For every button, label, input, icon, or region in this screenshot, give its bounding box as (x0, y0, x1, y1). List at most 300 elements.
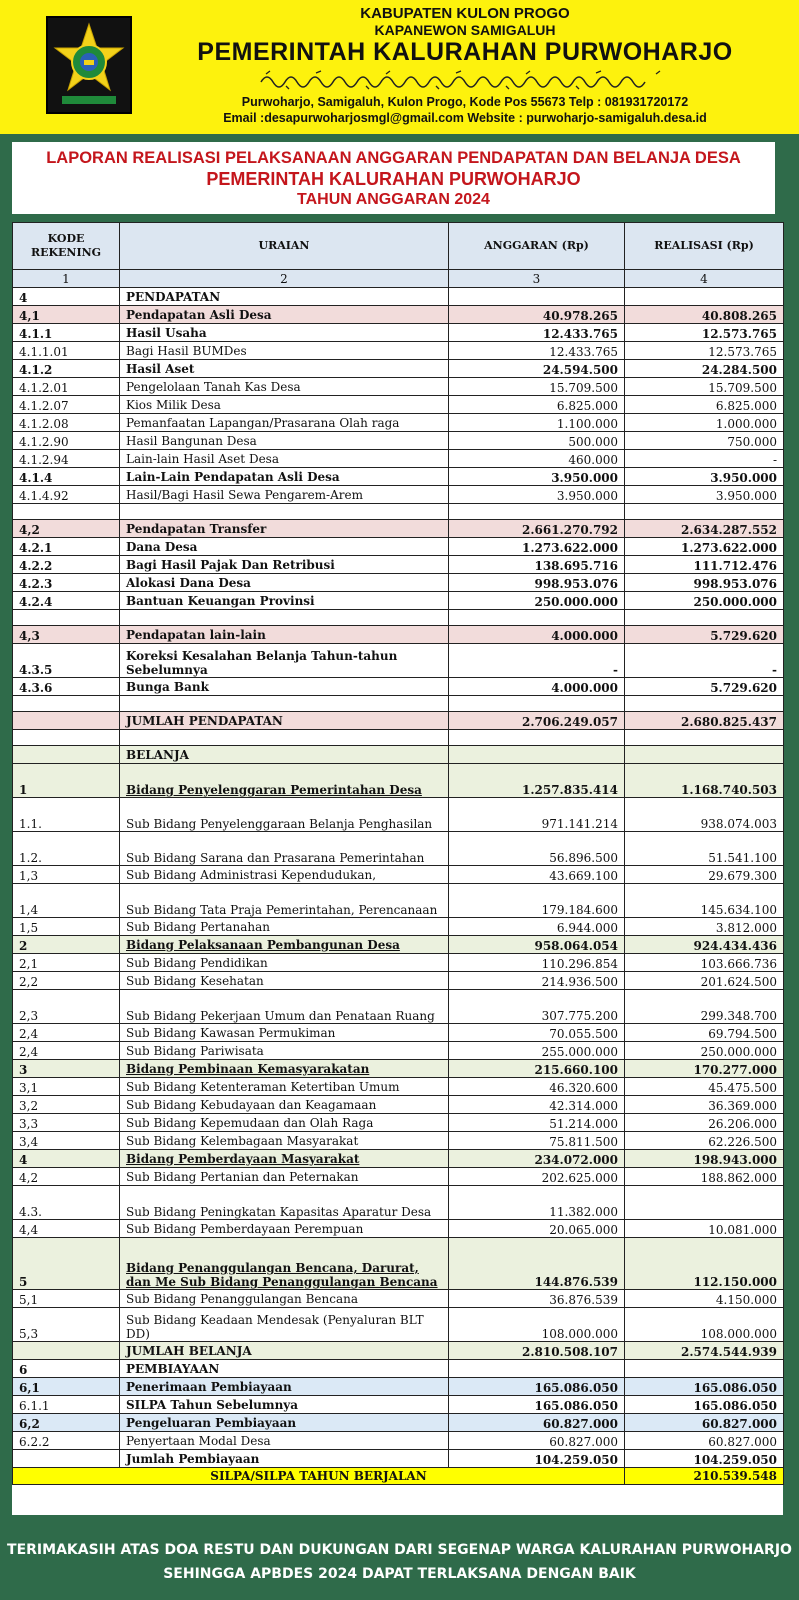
row-realization: 12.573.765 (625, 324, 784, 342)
table-row (13, 644, 784, 678)
table-row (13, 520, 784, 538)
row-description-text: Sub Bidang Peningkatan Kapasitas Aparatur Desa (126, 1205, 432, 1219)
row-description (120, 1238, 449, 1290)
row-description-text: Hasil/Bagi Hasil Sewa Pengarem-Arem (126, 487, 363, 502)
column-number: 2 (120, 270, 449, 288)
row-realization: 2.574.544.939 (625, 1342, 784, 1360)
row-description (120, 610, 449, 626)
row-budget: 56.896.500 (449, 832, 625, 866)
row-description-text: SILPA Tahun Sebelumnya (126, 1397, 299, 1412)
row-code (13, 504, 120, 520)
row-description-text: Bunga Bank (126, 679, 209, 694)
table-row (13, 1360, 784, 1378)
table-row (13, 1450, 784, 1468)
row-budget: 46.320.600 (449, 1078, 625, 1096)
row-budget: 958.064.054 (449, 936, 625, 954)
row-code: 1,4 (13, 884, 120, 918)
report-title (12, 142, 775, 214)
row-code (13, 712, 120, 730)
row-description (120, 1308, 449, 1342)
table-row (13, 832, 784, 866)
row-code: 3,1 (13, 1078, 120, 1096)
row-code: 3,4 (13, 1132, 120, 1150)
row-description-text: Bidang Pelaksanaan Pembangunan Desa (126, 937, 400, 952)
row-description-text: Sub Bidang Penanggulangan Bencana (126, 1291, 359, 1306)
row-description (120, 644, 449, 678)
table-row (13, 342, 784, 360)
row-code: 1 (13, 764, 120, 798)
row-realization: 10.081.000 (625, 1220, 784, 1238)
row-realization (625, 610, 784, 626)
row-realization: 15.709.500 (625, 378, 784, 396)
row-budget: 110.296.854 (449, 954, 625, 972)
row-realization: 3.950.000 (625, 468, 784, 486)
row-budget: 179.184.600 (449, 884, 625, 918)
row-budget (449, 610, 625, 626)
row-code: 3 (13, 1060, 120, 1078)
row-description (120, 1024, 449, 1042)
row-description (120, 432, 449, 450)
table-row (13, 610, 784, 626)
row-code: 4 (13, 1150, 120, 1168)
row-description (120, 1078, 449, 1096)
row-description (120, 1290, 449, 1308)
row-description (120, 1168, 449, 1186)
row-description (120, 1396, 449, 1414)
table-row (13, 918, 784, 936)
letterhead (0, 0, 799, 134)
row-description-text: Jumlah Pembiayaan (126, 1451, 260, 1466)
row-realization (625, 288, 784, 306)
row-code (13, 730, 120, 746)
row-realization: 29.679.300 (625, 866, 784, 884)
thank-you-banner (0, 1522, 799, 1600)
row-description-text: Sub Bidang Kawasan Permukiman (126, 1025, 336, 1040)
row-budget: 255.000.000 (449, 1042, 625, 1060)
row-description-text: Sub Bidang Pertanian dan Peternakan (126, 1169, 359, 1184)
row-budget: 2.706.249.057 (449, 712, 625, 730)
row-description (120, 936, 449, 954)
row-realization: - (625, 644, 784, 678)
table-row (13, 556, 784, 574)
row-budget (449, 730, 625, 746)
row-description (120, 1378, 449, 1396)
table-row (13, 1024, 784, 1042)
row-budget: 2.661.270.792 (449, 520, 625, 538)
row-code (13, 610, 120, 626)
row-budget: 75.811.500 (449, 1132, 625, 1150)
title-line-1: LAPORAN REALISASI PELAKSANAAN ANGGARAN PENDAPATAN DAN BELANJA DESA (46, 149, 741, 167)
row-description-text: Penyertaan Modal Desa (126, 1433, 271, 1448)
row-description-text: Bagi Hasil BUMDes (126, 343, 247, 358)
row-description-text: Hasil Bangunan Desa (126, 433, 257, 448)
row-code: 4.1.2.94 (13, 450, 120, 468)
row-budget: 234.072.000 (449, 1150, 625, 1168)
row-budget: 3.950.000 (449, 468, 625, 486)
row-description-text: BELANJA (126, 747, 189, 762)
table-row (13, 486, 784, 504)
row-realization: 60.827.000 (625, 1414, 784, 1432)
row-budget: 460.000 (449, 450, 625, 468)
row-description-text: Sub Bidang Kebudayaan dan Keagamaan (126, 1097, 377, 1112)
row-description-text: Hasil Usaha (126, 325, 207, 340)
row-description (120, 696, 449, 712)
row-description (120, 486, 449, 504)
row-code: 4.3.6 (13, 678, 120, 696)
row-code: 1,5 (13, 918, 120, 936)
row-realization: 45.475.500 (625, 1078, 784, 1096)
budget-rows (13, 288, 784, 1468)
row-code: 4.1.2.90 (13, 432, 120, 450)
table-row (13, 696, 784, 712)
row-budget: 24.594.500 (449, 360, 625, 378)
table-row (13, 432, 784, 450)
row-realization: 108.000.000 (625, 1308, 784, 1342)
row-description (120, 1342, 449, 1360)
row-description-text: Bidang Penyelenggaran Pemerintahan Desa (126, 783, 422, 797)
row-realization: 198.943.000 (625, 1150, 784, 1168)
row-description-text: Pendapatan lain-lain (126, 627, 266, 642)
row-realization: 938.074.003 (625, 798, 784, 832)
row-description-text: Bidang Penanggulangan Bencana, Darurat, dan Me Sub Bidang Penanggulangan Bencana (126, 1261, 438, 1289)
title-line-2: PEMERINTAH KALURAHAN PURWOHARJO (206, 169, 581, 189)
row-description-text: Sub Bidang Penyelenggaraan Belanja Penghasilan (126, 817, 433, 831)
row-code: 2,3 (13, 990, 120, 1024)
row-code: 4.1.2 (13, 360, 120, 378)
row-realization: 6.825.000 (625, 396, 784, 414)
table-row (13, 324, 784, 342)
row-description-text: Pendapatan Transfer (126, 521, 267, 536)
row-realization: 2.634.287.552 (625, 520, 784, 538)
row-description (120, 1220, 449, 1238)
row-description-text: Sub Bidang Kelembagaan Masyarakat (126, 1133, 359, 1148)
javanese-script (140, 68, 790, 90)
table-row (13, 378, 784, 396)
table-row (13, 592, 784, 610)
row-realization: 40.808.265 (625, 306, 784, 324)
row-budget: 1.100.000 (449, 414, 625, 432)
row-description-text: Sub Bidang Ketenteraman Ketertiban Umum (126, 1079, 400, 1094)
row-description (120, 468, 449, 486)
table-row (13, 1220, 784, 1238)
row-realization: 145.634.100 (625, 884, 784, 918)
row-description-text: Pengeluaran Pembiayaan (126, 1415, 297, 1430)
row-description (120, 342, 449, 360)
table-row (13, 1378, 784, 1396)
row-code: 4,4 (13, 1220, 120, 1238)
row-description (120, 414, 449, 432)
budget-table (12, 222, 784, 1485)
row-realization: 170.277.000 (625, 1060, 784, 1078)
row-budget: 40.978.265 (449, 306, 625, 324)
row-budget: 104.259.050 (449, 1450, 625, 1468)
row-description-text: Lain-lain Hasil Aset Desa (126, 451, 279, 466)
row-code: 4,2 (13, 1168, 120, 1186)
header-realisasi: REALISASI (Rp) (625, 223, 784, 270)
row-realization: 3.812.000 (625, 918, 784, 936)
row-realization: 24.284.500 (625, 360, 784, 378)
row-description-text: Bidang Pemberdayaan Masyarakat (126, 1151, 360, 1166)
row-budget: 12.433.765 (449, 324, 625, 342)
row-code: 4.2.3 (13, 574, 120, 592)
row-budget: 15.709.500 (449, 378, 625, 396)
row-description-text: Sub Bidang Kesehatan (126, 973, 264, 988)
row-code (13, 1450, 120, 1468)
row-realization (625, 746, 784, 764)
row-realization: 26.206.000 (625, 1114, 784, 1132)
row-realization: 62.226.500 (625, 1132, 784, 1150)
row-code: 4.1.1.01 (13, 342, 120, 360)
table-row (13, 1396, 784, 1414)
row-description-text: Sub Bidang Sarana dan Prasarana Pemerintahan (126, 851, 425, 865)
row-realization: 36.369.000 (625, 1096, 784, 1114)
row-description (120, 746, 449, 764)
row-budget: 214.936.500 (449, 972, 625, 990)
row-code: 2,1 (13, 954, 120, 972)
row-description (120, 866, 449, 884)
header-uraian: URAIAN (120, 223, 449, 270)
row-description-text: Pendapatan Asli Desa (126, 307, 272, 322)
row-code: 2,4 (13, 1042, 120, 1060)
row-description (120, 972, 449, 990)
table-row (13, 866, 784, 884)
row-realization: 4.150.000 (625, 1290, 784, 1308)
silpa-value: 210.539.548 (625, 1468, 784, 1485)
row-code: 4.2.4 (13, 592, 120, 610)
row-realization: 104.259.050 (625, 1450, 784, 1468)
row-description (120, 884, 449, 918)
table-row (13, 990, 784, 1024)
contact-line: Email :desapurwoharjosmgl@gmail.com Website : purwoharjo-samigaluh.desa.id (223, 111, 707, 125)
row-code: 4.1.2.01 (13, 378, 120, 396)
column-number: 3 (449, 270, 625, 288)
row-budget: 6.825.000 (449, 396, 625, 414)
row-description (120, 396, 449, 414)
table-row (13, 678, 784, 696)
row-budget (449, 288, 625, 306)
row-description-text: Lain-Lain Pendapatan Asli Desa (126, 469, 340, 484)
row-code: 2,4 (13, 1024, 120, 1042)
row-budget: 70.055.500 (449, 1024, 625, 1042)
row-code: 4.2.1 (13, 538, 120, 556)
row-description (120, 450, 449, 468)
budget-table-container (12, 222, 783, 1515)
row-code: 5,1 (13, 1290, 120, 1308)
row-description-text: Koreksi Kesalahan Belanja Tahun-tahun Sebelumnya (126, 649, 398, 677)
row-description (120, 1042, 449, 1060)
row-code: 6,1 (13, 1378, 120, 1396)
row-description-text: Pengelolaan Tanah Kas Desa (126, 379, 301, 394)
row-description-text: Bantuan Keuangan Provinsi (126, 593, 315, 608)
row-description (120, 504, 449, 520)
row-description (120, 520, 449, 538)
row-budget: 971.141.214 (449, 798, 625, 832)
silpa-label: SILPA/SILPA TAHUN BERJALAN (13, 1468, 625, 1485)
row-description-text: Sub Bidang Pendidikan (126, 955, 268, 970)
district-name: KAPANEWON SAMIGALUH (374, 22, 556, 38)
table-row (13, 746, 784, 764)
row-description-text: Sub Bidang Pemberdayaan Perempuan (126, 1221, 364, 1236)
row-code: 2,2 (13, 972, 120, 990)
row-realization: 201.624.500 (625, 972, 784, 990)
row-budget: 138.695.716 (449, 556, 625, 574)
row-realization: 924.434.436 (625, 936, 784, 954)
row-description-text: Sub Bidang Tata Praja Pemerintahan, Perencanaan (126, 903, 438, 917)
row-code: 4.1.2.07 (13, 396, 120, 414)
row-description (120, 1060, 449, 1078)
row-budget: 165.086.050 (449, 1396, 625, 1414)
row-realization: 250.000.000 (625, 1042, 784, 1060)
row-budget: 4.000.000 (449, 678, 625, 696)
row-code: 4.1.4.92 (13, 486, 120, 504)
row-realization: 112.150.000 (625, 1238, 784, 1290)
row-realization: 5.729.620 (625, 626, 784, 644)
row-budget: 998.953.076 (449, 574, 625, 592)
row-budget: 60.827.000 (449, 1432, 625, 1450)
row-budget: 12.433.765 (449, 342, 625, 360)
row-realization: 60.827.000 (625, 1432, 784, 1450)
row-budget (449, 504, 625, 520)
row-description (120, 1150, 449, 1168)
row-code: 3,3 (13, 1114, 120, 1132)
row-code: 6 (13, 1360, 120, 1378)
row-description (120, 360, 449, 378)
table-row (13, 712, 784, 730)
table-row (13, 288, 784, 306)
table-row (13, 954, 784, 972)
row-description (120, 954, 449, 972)
row-budget (449, 696, 625, 712)
row-description (120, 678, 449, 696)
table-row (13, 798, 784, 832)
row-description (120, 1132, 449, 1150)
row-description-text: Sub Bidang Pariwisata (126, 1043, 264, 1058)
row-code: 4.1.2.08 (13, 414, 120, 432)
row-description (120, 918, 449, 936)
row-realization: 1.168.740.503 (625, 764, 784, 798)
table-row (13, 414, 784, 432)
row-description-text: Sub Bidang Administrasi Kependudukan, (126, 867, 377, 882)
row-description-text: Dana Desa (126, 539, 198, 554)
row-realization: 1.000.000 (625, 414, 784, 432)
row-budget: 2.810.508.107 (449, 1342, 625, 1360)
address-line: Purwoharjo, Samigaluh, Kulon Progo, Kode Pos 55673 Telp : 081931720172 (241, 95, 689, 109)
table-row (13, 538, 784, 556)
row-code: 4.2.2 (13, 556, 120, 574)
row-budget: 215.660.100 (449, 1060, 625, 1078)
row-description (120, 556, 449, 574)
row-budget: 4.000.000 (449, 626, 625, 644)
table-row (13, 1308, 784, 1342)
row-code: 6.2.2 (13, 1432, 120, 1450)
title-line-3: TAHUN ANGGARAN 2024 (297, 191, 490, 208)
row-realization: 69.794.500 (625, 1024, 784, 1042)
row-description-text: Sub Bidang Pertanahan (126, 919, 271, 934)
row-code: 5,3 (13, 1308, 120, 1342)
table-row (13, 504, 784, 520)
row-realization: 51.541.100 (625, 832, 784, 866)
row-description (120, 712, 449, 730)
table-row (13, 1114, 784, 1132)
table-row (13, 936, 784, 954)
row-description-text: Sub Bidang Pekerjaan Umum dan Penataan Ruang (126, 1009, 435, 1023)
row-realization: 1.273.622.000 (625, 538, 784, 556)
row-description-text: Bagi Hasil Pajak Dan Retribusi (126, 557, 335, 572)
row-budget: 202.625.000 (449, 1168, 625, 1186)
table-row (13, 626, 784, 644)
row-code: 5 (13, 1238, 120, 1290)
table-row (13, 1342, 784, 1360)
row-realization: 299.348.700 (625, 990, 784, 1024)
row-budget: 60.827.000 (449, 1414, 625, 1432)
row-code (13, 1342, 120, 1360)
footer-line-1: TERIMAKASIH ATAS DOA RESTU DAN DUKUNGAN DARI SEGENAP WARGA KALURAHAN PURWOHARJO (7, 1542, 792, 1558)
row-description (120, 1414, 449, 1432)
table-row (13, 764, 784, 798)
row-budget: 51.214.000 (449, 1114, 625, 1132)
table-row (13, 468, 784, 486)
row-realization: 103.666.736 (625, 954, 784, 972)
row-budget (449, 1360, 625, 1378)
row-realization (625, 696, 784, 712)
table-row (13, 884, 784, 918)
row-description (120, 378, 449, 396)
row-description (120, 798, 449, 832)
row-code: 4.1.4 (13, 468, 120, 486)
row-realization (625, 730, 784, 746)
table-row (13, 1042, 784, 1060)
table-row (13, 972, 784, 990)
row-budget: 20.065.000 (449, 1220, 625, 1238)
row-budget: 42.314.000 (449, 1096, 625, 1114)
row-description (120, 1096, 449, 1114)
row-budget: - (449, 644, 625, 678)
row-description (120, 1360, 449, 1378)
row-realization: 188.862.000 (625, 1168, 784, 1186)
column-number: 4 (625, 270, 784, 288)
table-row (13, 306, 784, 324)
table-row (13, 1432, 784, 1450)
row-budget: 36.876.539 (449, 1290, 625, 1308)
row-description-text: Hasil Aset (126, 361, 195, 376)
table-row (13, 1168, 784, 1186)
row-description-text: JUMLAH BELANJA (126, 1343, 252, 1358)
row-realization: - (625, 450, 784, 468)
row-description (120, 832, 449, 866)
row-code: 6,2 (13, 1414, 120, 1432)
row-realization: 165.086.050 (625, 1396, 784, 1414)
row-description-text: PEMBIAYAAN (126, 1361, 220, 1376)
table-row (13, 730, 784, 746)
row-realization: 3.950.000 (625, 486, 784, 504)
table-row (13, 396, 784, 414)
row-code: 3,2 (13, 1096, 120, 1114)
row-description-text: Kios Milik Desa (126, 397, 221, 412)
table-row (13, 1096, 784, 1114)
row-budget: 3.950.000 (449, 486, 625, 504)
row-description (120, 730, 449, 746)
row-code: 4 (13, 288, 120, 306)
row-description (120, 1114, 449, 1132)
table-row (13, 450, 784, 468)
row-budget: 6.944.000 (449, 918, 625, 936)
row-description (120, 990, 449, 1024)
row-description (120, 764, 449, 798)
header-anggaran: ANGGARAN (Rp) (449, 223, 625, 270)
table-row (13, 1290, 784, 1308)
table-row (13, 574, 784, 592)
footer-line-2: SEHINGGA APBDES 2024 DAPAT TERLAKSANA DENGAN BAIK (163, 1566, 636, 1582)
